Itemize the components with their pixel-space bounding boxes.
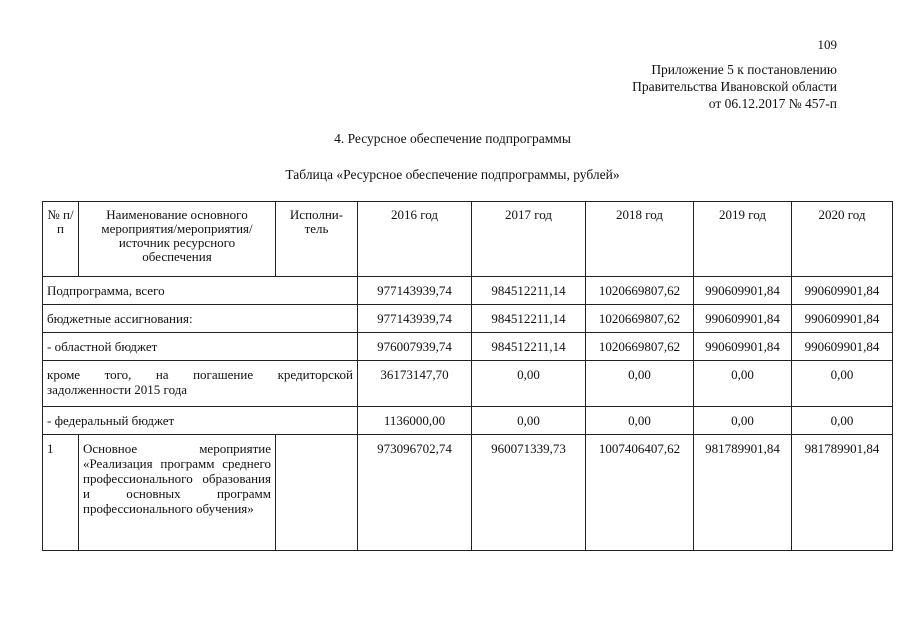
appendix-line-3: от 06.12.2017 № 457-п [708, 96, 837, 111]
cell-2018: 1020669807,62 [586, 333, 694, 361]
table-header-row [43, 202, 893, 277]
measure-number: 1 [43, 435, 79, 551]
appendix-reference [632, 61, 837, 112]
cell-2019: 0,00 [694, 407, 792, 435]
row-label: бюджетные ассигнования: [43, 305, 358, 333]
cell-2017: 984512211,14 [472, 277, 586, 305]
cell-2018: 1007406407,62 [586, 435, 694, 551]
cell-2019: 990609901,84 [694, 333, 792, 361]
table-row-measure [43, 435, 893, 551]
cell-2017: 0,00 [472, 361, 586, 407]
header-number: № п/п [43, 202, 79, 277]
page-number: 109 [817, 37, 837, 52]
table-row [43, 305, 893, 333]
appendix-line-1: Приложение 5 к постановлению [651, 62, 837, 77]
cell-2018: 0,00 [586, 361, 694, 407]
cell-2020: 0,00 [792, 407, 893, 435]
section-title: 4. Ресурсное обеспечение подпрограммы [334, 131, 571, 146]
appendix-line-2: Правительства Ивановской области [632, 79, 837, 94]
cell-2017: 984512211,14 [472, 333, 586, 361]
cell-2017: 984512211,14 [472, 305, 586, 333]
cell-2020: 990609901,84 [792, 305, 893, 333]
row-label: - областной бюджет [43, 333, 358, 361]
cell-2016: 977143939,74 [358, 305, 472, 333]
row-label: кроме того, на погашение кредиторской задолженности 2015 года [43, 361, 358, 407]
table-row [43, 361, 893, 407]
cell-2020: 990609901,84 [792, 333, 893, 361]
cell-2019: 0,00 [694, 361, 792, 407]
measure-name: Основное мероприятие «Реализация программ среднего профессионального образования и основных программ профессионального обучения» [79, 435, 276, 551]
table-row [43, 407, 893, 435]
header-year-2017: 2017 год [472, 202, 586, 277]
cell-2018: 0,00 [586, 407, 694, 435]
header-year-2018: 2018 год [586, 202, 694, 277]
cell-2016: 977143939,74 [358, 277, 472, 305]
cell-2019: 990609901,84 [694, 305, 792, 333]
cell-2020: 0,00 [792, 361, 893, 407]
cell-2016: 976007939,74 [358, 333, 472, 361]
table-title: Таблица «Ресурсное обеспечение подпрограммы, рублей» [285, 167, 620, 182]
header-year-2016: 2016 год [358, 202, 472, 277]
cell-2016: 1136000,00 [358, 407, 472, 435]
header-executor: Исполни-тель [276, 202, 358, 277]
header-name: Наименование основного мероприятия/мероприятия/ источник ресурсного обеспечения [79, 202, 276, 277]
resource-table [42, 201, 893, 551]
measure-executor [276, 435, 358, 551]
header-year-2019: 2019 год [694, 202, 792, 277]
cell-2016: 973096702,74 [358, 435, 472, 551]
table-row [43, 333, 893, 361]
cell-2017: 0,00 [472, 407, 586, 435]
table-row [43, 277, 893, 305]
cell-2018: 1020669807,62 [586, 277, 694, 305]
cell-2018: 1020669807,62 [586, 305, 694, 333]
cell-2019: 981789901,84 [694, 435, 792, 551]
row-label: - федеральный бюджет [43, 407, 358, 435]
cell-2019: 990609901,84 [694, 277, 792, 305]
cell-2020: 981789901,84 [792, 435, 893, 551]
cell-2017: 960071339,73 [472, 435, 586, 551]
header-year-2020: 2020 год [792, 202, 893, 277]
cell-2016: 36173147,70 [358, 361, 472, 407]
cell-2020: 990609901,84 [792, 277, 893, 305]
row-label: Подпрограмма, всего [43, 277, 358, 305]
